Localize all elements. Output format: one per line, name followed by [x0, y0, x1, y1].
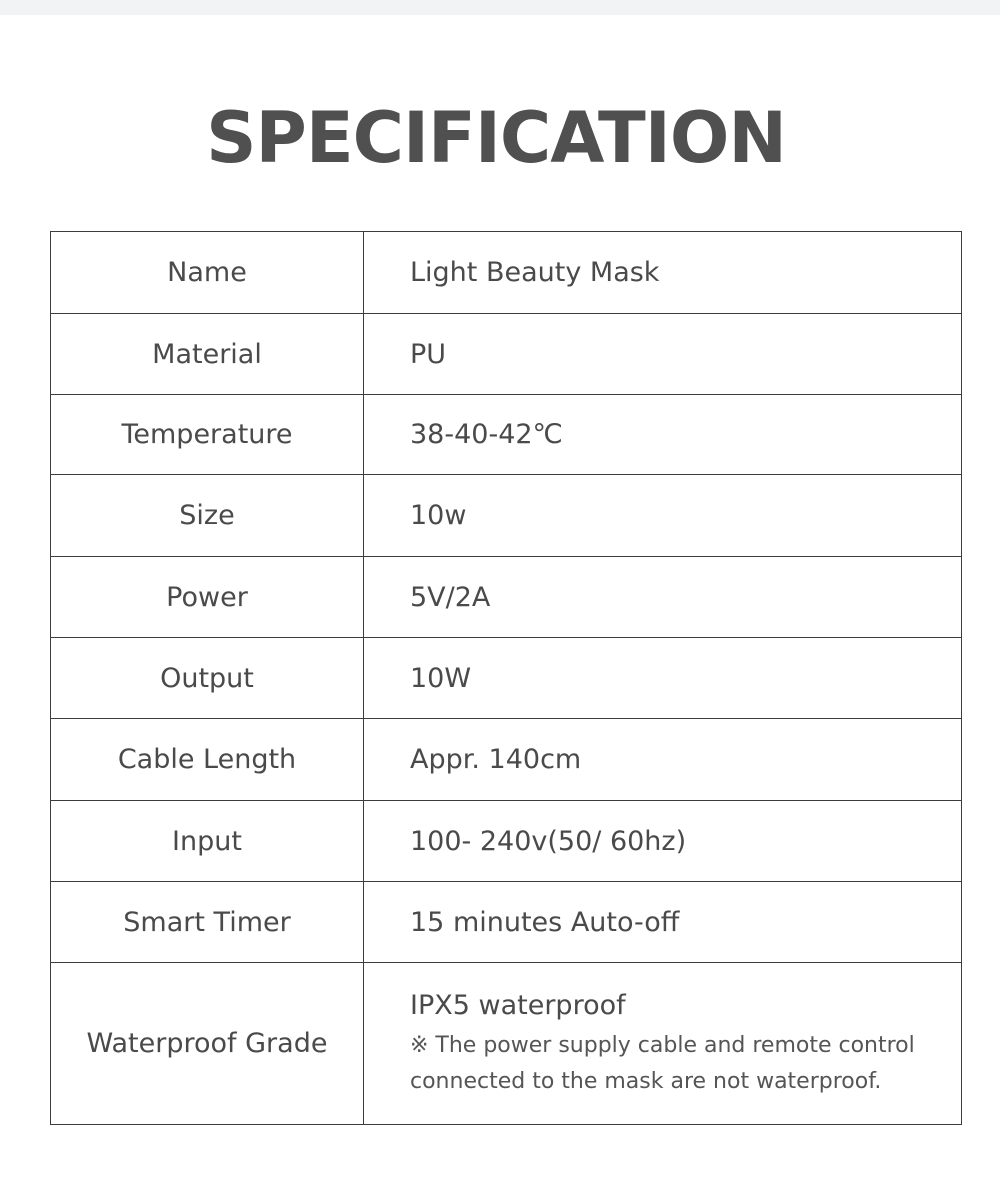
spec-label: Power: [51, 557, 364, 638]
spec-value: PU: [364, 314, 962, 395]
top-strip: [0, 0, 1000, 15]
table-row: [51, 882, 962, 963]
spec-value-cell: [364, 963, 962, 1125]
spec-label: Waterproof Grade: [51, 963, 364, 1125]
table-row: [51, 232, 962, 314]
spec-value: 15 minutes Auto-off: [364, 882, 962, 963]
spec-label: Smart Timer: [51, 882, 364, 963]
table-row: [51, 963, 962, 1125]
table-row: [51, 638, 962, 719]
spec-label: Output: [51, 638, 364, 719]
table-row: [51, 395, 962, 475]
spec-value: Appr. 140cm: [364, 719, 962, 801]
table-row: [51, 719, 962, 801]
table-row: [51, 801, 962, 882]
spec-label: Size: [51, 475, 364, 557]
spec-value: 100- 240v(50/ 60hz): [364, 801, 962, 882]
table-row: [51, 475, 962, 557]
spec-value: 38-40-42℃: [364, 395, 962, 475]
spec-value: 5V/2A: [364, 557, 962, 638]
spec-label: Name: [51, 232, 364, 314]
spec-value: IPX5 waterproof: [410, 989, 626, 1021]
spec-label: Input: [51, 801, 364, 882]
table-row: [51, 314, 962, 395]
spec-value: 10w: [364, 475, 962, 557]
spec-label: Temperature: [51, 395, 364, 475]
spec-label: Material: [51, 314, 364, 395]
spec-value: 10W: [364, 638, 962, 719]
page-title: SPECIFICATION: [206, 97, 786, 179]
specification-table: [50, 231, 962, 1125]
spec-label: Cable Length: [51, 719, 364, 801]
spec-value: Light Beauty Mask: [364, 232, 962, 314]
spec-note: ※ The power supply cable and remote control connected to the mask are not waterproof.: [410, 1032, 915, 1094]
table-row: [51, 557, 962, 638]
